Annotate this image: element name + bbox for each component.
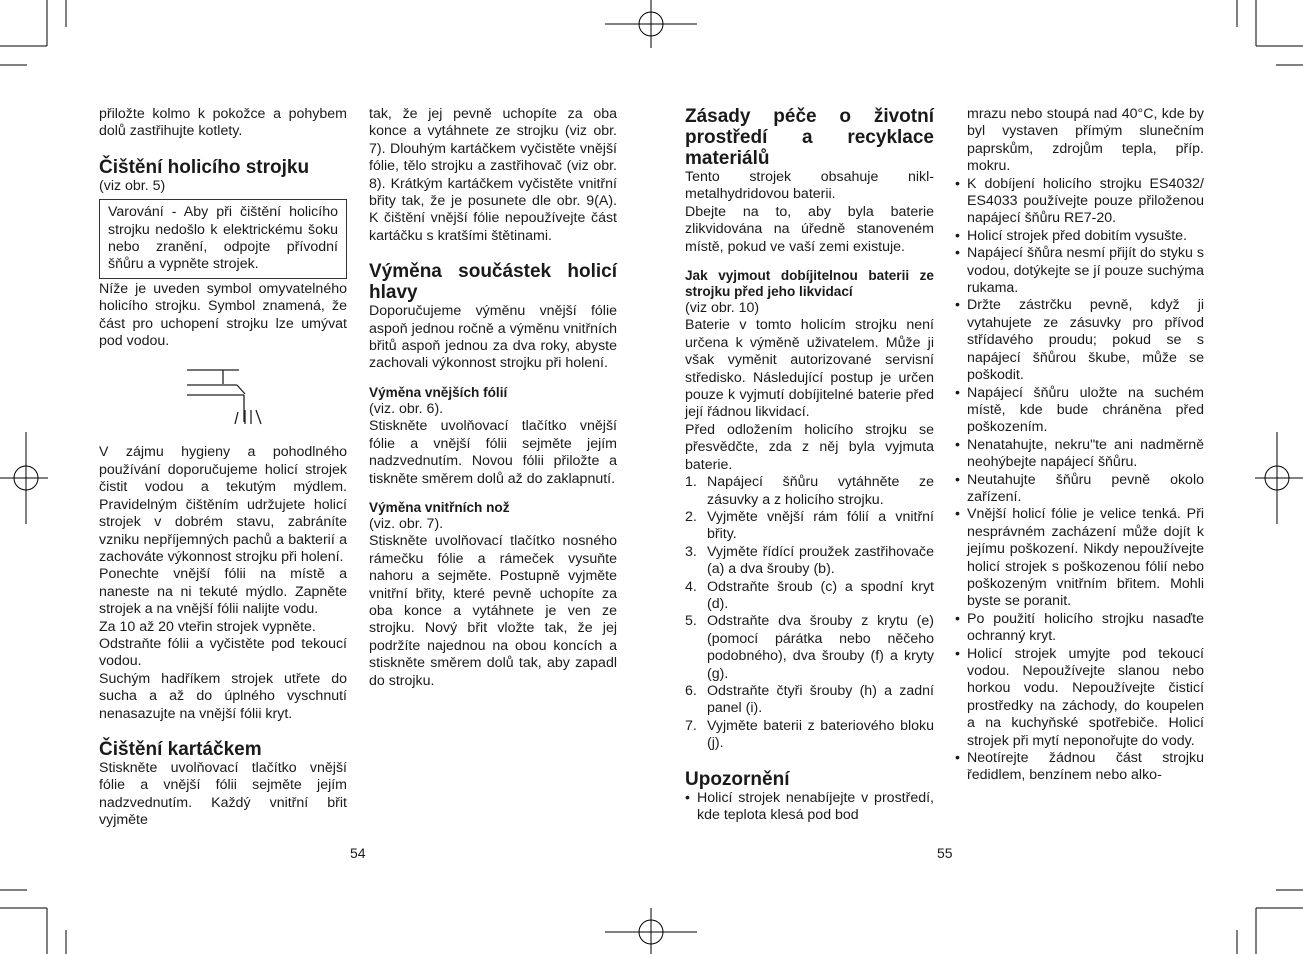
page-number-left: 54 [350, 845, 366, 861]
list-item: • Držte zástrčku pevně, když ji vytahujete ze zásuvky pro přívod střídavého proudu; pokud se s napájecí šňůrou škube, může se poškodit. [955, 297, 1204, 384]
heading-battery-ref: (viz obr. 10) [685, 300, 760, 317]
list-item: 7. Vyjměte baterii z bateriového bloku (j). [685, 717, 934, 752]
heading-foil: Výměna vnějších fólií [369, 384, 508, 400]
list-item: mrazu nebo stoupá nad 40°C, kde by byl vystaven přímým slunečním paprskům, zdrojům tepla, příp. mokru. [967, 106, 1204, 175]
page-number-right: 55 [937, 845, 953, 861]
column-4 [955, 106, 1204, 785]
caution-list-cont [955, 106, 1204, 785]
list-item: • Neotírejte žádnou část strojku ředidlem, benzínem nebo alko- [955, 750, 1204, 784]
list-item: • Holicí strojek nenabíjejte v prostředí, kde teplota klesá pod bod [685, 789, 934, 823]
list-item: • Napájecí šňůra nesmí přijít do styku s vodou, dotýkejte se jí pouze suchýma rukama. [955, 245, 1204, 297]
list-item: 1. Napájecí šňůru vytáhněte ze zásuvky a z holicího strojku. [685, 474, 934, 508]
remove-foil-text: Odstraňte fólii a vyčistěte pod tekoucí vodou. [99, 635, 347, 670]
heading-foil-ref: (viz. obr. 6). [369, 400, 444, 417]
list-item: • Holicí strojek umyjte pod tekoucí vodou. Nepoužívejte slanou nebo horkou vodu. Nepoužívejte čisticí prostředky na záchody, do koupelen a na kuchyňské spotřebiče. Holicí strojek při mytí neponořujte do vody. [955, 645, 1204, 749]
list-item: • Nenatahujte, nekru"te ani nadměrně neohýbejte napájecí šňůru. [955, 436, 1204, 471]
list-item: 3. Vyjměte řídící proužek zastřihovače (a) a dva šrouby (b). [685, 543, 934, 578]
list-item: • Neutahujte šňůru pevně okolo zařízení. [955, 471, 1204, 505]
heading-battery-removal: Jak vyjmout dobíjitelnou baterii ze strojku před jeho likvidací [685, 268, 934, 300]
heading-cleaning: Čištění holicího strojku [99, 156, 310, 178]
heading-environment: Zásady péče o životní prostředí a recyklace materiálů [685, 106, 934, 169]
heading-cleaning-ref: (viz obr. 5) [99, 177, 166, 194]
list-item: 5. Odstraňte dva šrouby z krytu (e) (pomocí párátka nebo něčeho podobného), dva šrouby (f) a kryty (g). [685, 613, 934, 682]
list-item: • Vnější holicí fólie je velice tenká. Při nesprávném zacházení může dojít k jejímu poškození. Nikdy nepoužívejte holicí strojek s poškozenou fólií nebo poškozeným vnitřním břitem. Mohli byste se poranit. [955, 506, 1204, 610]
intro-text: přiložte kolmo k pokožce a pohybem dolů zastřihujte kotlety. [99, 106, 347, 140]
column-1 [99, 106, 347, 830]
battery-info-text: Baterie v tomto holicím strojku není určena k výměně uživatelem. Může ji však vyměnit autorizované servisní středisko. Následující postup je určen pouze k vyjmutí dobíjitelné baterie před její řádnou likvidací. [685, 317, 934, 421]
list-item: • Napájecí šňůru uložte na suchém místě, kde bude chráněna před poškozením. [955, 384, 1204, 436]
list-item: 4. Odstraňte šroub (c) a spodní kryt (d). [685, 578, 934, 612]
parts-text: Doporučujeme výměnu vnější fólie aspoň jednou ročně a výměnu vnitřních břitů aspoň jednou za dva roky, abyste zachovali výkonnost strojku při holení. [369, 303, 617, 372]
blade-text: Stiskněte uvolňovací tlačítko nosného rámečku fólie a rámeček vysuňte nahoru a sejměte. Postupně vyjměte vnitřní břity, které pevně uchopíte za oba konce a vytáhnete je ven ze strojku. Nový břit vložte tak, že jej podržíte najednou na obou koncích a stiskněte směrem dolů tak, aby zapadl do strojku. [369, 533, 617, 689]
list-item: • Po použití holicího strojku nasaďte ochranný kryt. [955, 610, 1204, 645]
battery-type-text: Tento strojek obsahuje nikl-metalhydridovou baterii. [685, 169, 934, 203]
battery-steps-list [685, 474, 934, 753]
heading-parts: Výměna součástek holicí hlavy [369, 261, 617, 304]
list-item: 2. Vyjměte vnější rám fólií a vnitřní břity. [685, 508, 934, 543]
washable-symbol-text: Níže je uveden symbol omyvatelného holicího strojku. Symbol znamená, že část pro uchopení strojku lze umývat pod vodou. [99, 280, 347, 350]
heading-brush: Čištění kartáčkem [99, 738, 262, 760]
dry-text: Suchým hadříkem strojek utřete do sucha a až do úplného vyschnutí nenasazujte na vnější fólii kryt. [99, 670, 347, 722]
warning-text: Varování - Aby při čištění holicího strojku nedošlo k elektrickému šoku nebo zranění, odpojte přívodní šňůru a vypněte strojek. [108, 204, 338, 273]
list-item: 6. Odstraňte čtyři šrouby (h) a zadní panel (i). [685, 682, 934, 717]
heading-blade: Výměna vnitřních nož [369, 499, 510, 515]
hygiene-text: V zájmu hygieny a pohodlného používání doporučujeme holicí strojek čistit vodou a tekutým mýdlem. Pravidelným čištěním udržujete holicí strojek v dobrém stavu, zabráníte vzniku nepříjemných pachů a bakterií a zachováte výkonnost strojku při holení. [99, 444, 347, 565]
foil-text: Stiskněte uvolňovací tlačítko vnější fólie a vnější fólii sejměte jejím nadzvednutím. Novou fólii přiložte a tiskněte směrem dolů až do zaklapnutí. [369, 418, 617, 487]
warning-box [99, 199, 347, 279]
switch-off-text: Za 10 až 20 vteřin strojek vypněte. [99, 618, 316, 635]
list-item: • Holicí strojek před dobitím vysušte. [955, 227, 1187, 244]
soap-text: Ponechte vnější fólii na místě a naneste na ni tekuté mýdlo. Zapněte strojek a na vnější fólii nalijte vodu. [99, 566, 347, 618]
caution-list [685, 790, 934, 825]
battery-check-text: Před odložením holicího strojku se přesvědčte, zda z něj byla vyjmuta baterie. [685, 421, 934, 473]
heading-caution: Upozornění [685, 768, 790, 790]
brush-cont-text: tak, že jej pevně uchopíte za oba konce a vytáhnete ze strojku (viz obr. 7). Dlouhým kartáčkem vyčistěte vnější fólie, tělo strojku a zastřihovač (viz obr. 8). Krátkým kartáčkem vyčistěte vnitřní břity tak, že je posunete dle obr. 9(A). K čištění vnější fólie nepoužívejte část kartáčku s kratšími štětinami. [369, 106, 617, 244]
heading-blade-ref: (viz. obr. 7). [369, 515, 444, 532]
column-3 [685, 106, 934, 824]
list-item: • K dobíjení holicího strojku ES4032/ ES4033 používejte pouze přiloženou napájecí šňůru RE7-20. [955, 175, 1204, 227]
washable-symbol-icon [99, 350, 347, 444]
column-2 [369, 106, 617, 690]
disposal-text: Dbejte na to, aby byla baterie zlikvidována na úředně stanoveném místě, pokud ve vaší zemi existuje. [685, 203, 934, 255]
brush-text: Stiskněte uvolňovací tlačítko vnější fólie a vnější fólii sejměte jejím nadzvednutím. Každý vnitřní břit vyjměte [99, 759, 347, 829]
